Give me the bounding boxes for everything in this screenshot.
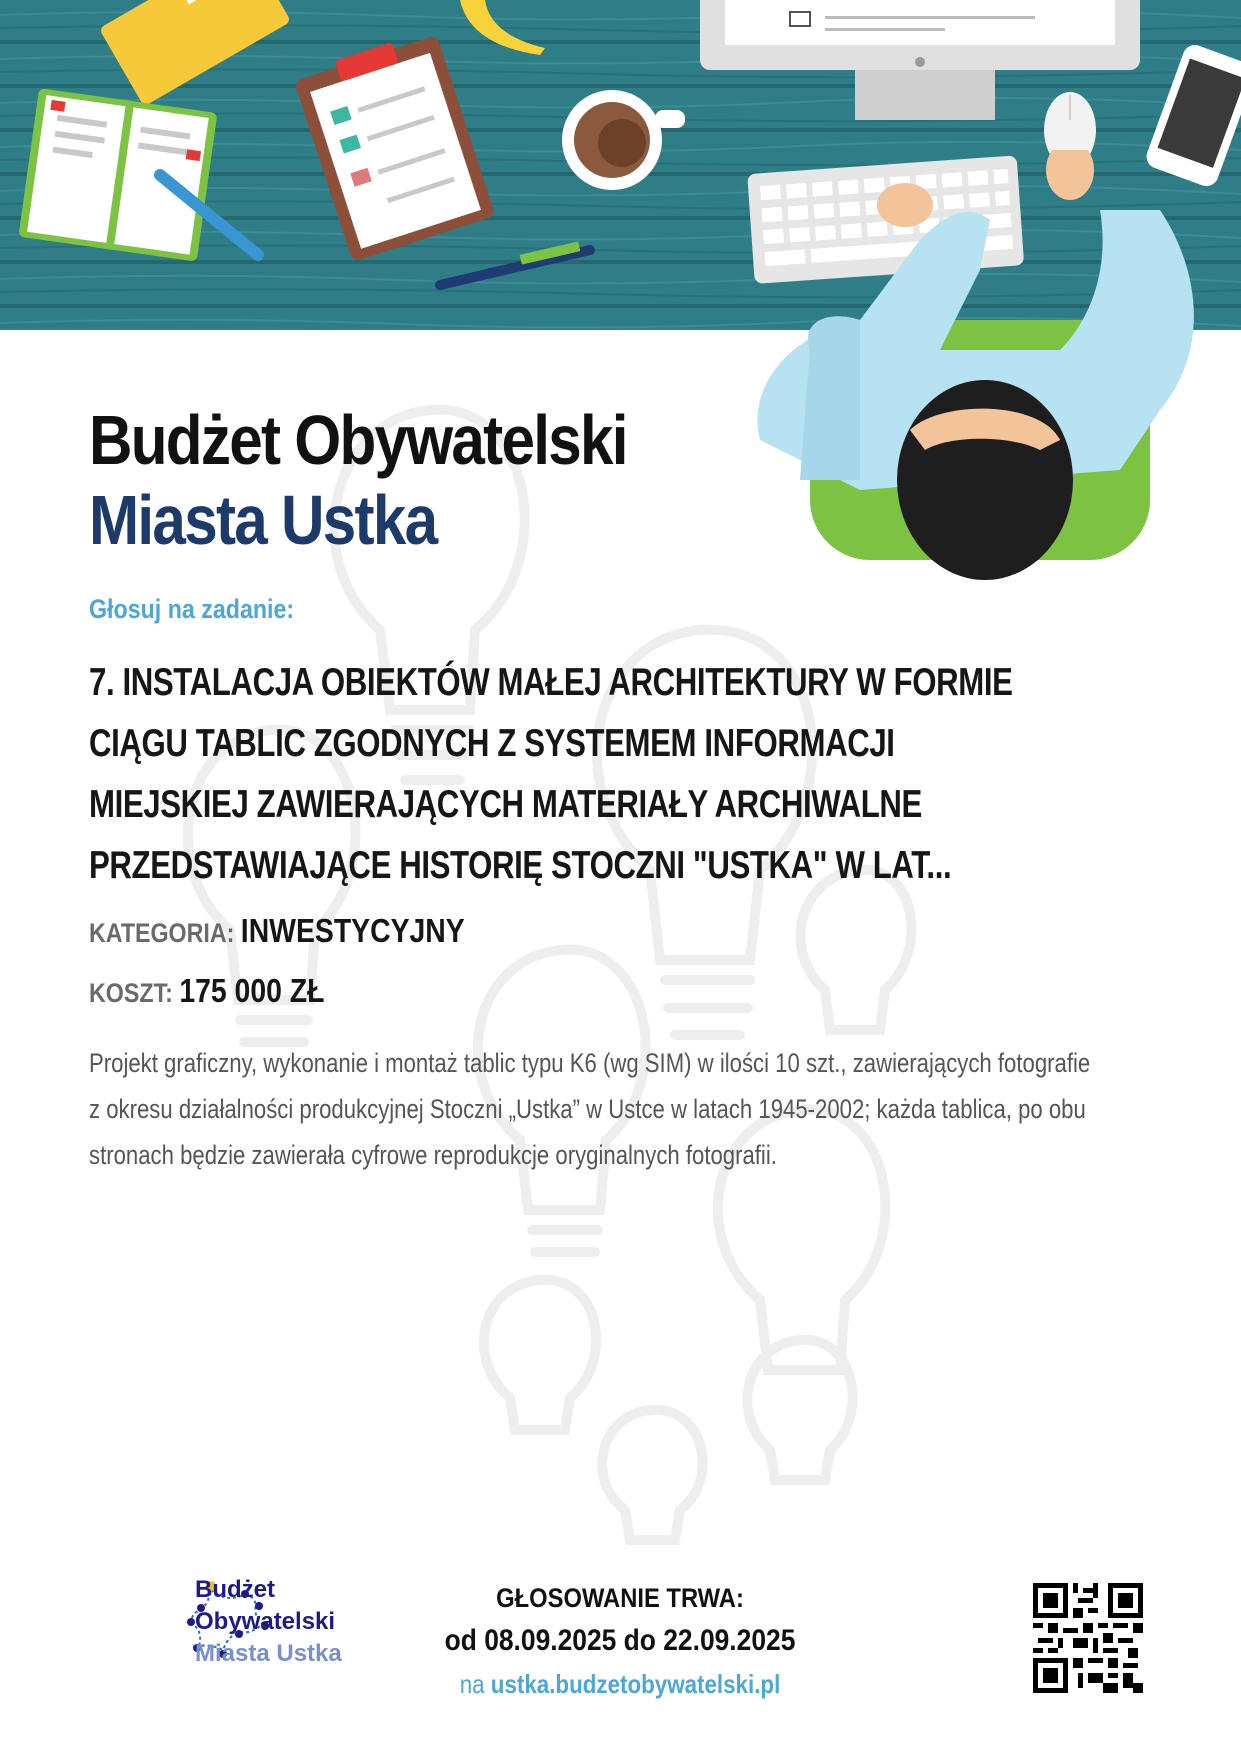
qr-code [1033, 1583, 1143, 1693]
category-row [89, 912, 465, 950]
voting-label: GŁOSOWANIE TRWA: [496, 1583, 744, 1613]
logo-line-3: Miasta Ustka [195, 1640, 342, 1667]
url-prefix: na [459, 1669, 485, 1699]
title-line-1: Budżet Obywatelski [89, 401, 627, 479]
voting-url-link[interactable]: ustka.budzetobywatelski.pl [490, 1669, 781, 1699]
voting-info [400, 1578, 840, 1704]
cost-value: 175 000 ZŁ [179, 972, 325, 1009]
voting-url-line [431, 1664, 809, 1704]
category-label: KATEGORIA: [89, 918, 235, 948]
footer-logo-text [195, 1574, 342, 1670]
vote-label: Głosuj na zadanie: [89, 594, 295, 624]
page-title [89, 400, 627, 560]
title-line-2: Miasta Ustka [89, 481, 437, 559]
person-at-computer-illustration [740, 150, 1220, 620]
cost-label: KOSZT: [89, 978, 173, 1008]
category-value: INWESTYCYJNY [240, 912, 465, 949]
voting-dates: od 08.09.2025 do 22.09.2025 [444, 1624, 796, 1657]
logo-line-2: Obywatelski [195, 1608, 336, 1635]
cost-row [89, 972, 324, 1010]
task-description: Projekt graficzny, wykonanie i montaż tablic typu K6 (wg SIM) w ilości 10 szt., zawierających fotografie z okresu działalności produkcyjnej Stoczni „Ustka” w Ustce w latach 1945-2002; każda tablica, po obu stronach będzie zawierała cyfrowe reprodukcje oryginalnych fotografii. [89, 1048, 1091, 1170]
logo-line-1: Budżet [195, 1576, 275, 1603]
task-title: 7. INSTALACJA OBIEKTÓW MAŁEJ ARCHITEKTURY W FORMIE CIĄGU TABLIC ZGODNYCH Z SYSTEMEM INFORMACJI MIEJSKIEJ ZAWIERAJĄCYCH MATERIAŁY ARCHIWALNE PRZEDSTAWIAJĄCE HISTORIĘ STOCZNI "USTKA" W LAT... [89, 661, 1013, 887]
